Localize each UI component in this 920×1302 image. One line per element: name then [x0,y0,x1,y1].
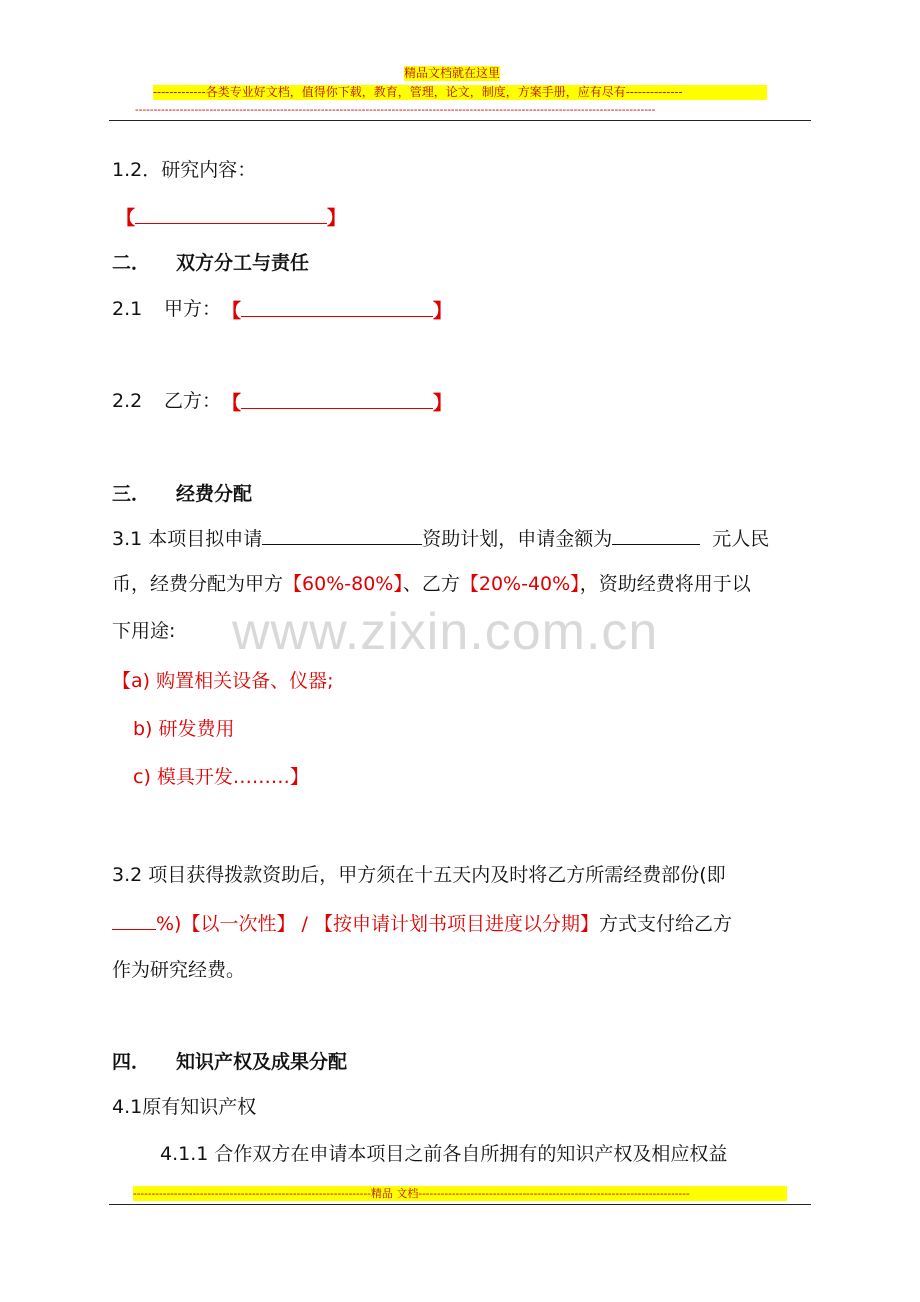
party-a-label: 甲方： [164,298,222,320]
bracket-open: 【 [222,300,242,322]
section-3-title: 经费分配 [176,483,253,505]
amount-blank[interactable] [612,524,700,545]
payment-option-lump-sum[interactable]: 【以一次性】 [181,913,296,935]
option-separator: / [295,913,314,935]
header-dashes: -------------------------------------------------------------------------------------------------------------------------------------------- [135,103,656,116]
section-4-number: 四． [112,1051,151,1073]
percent-blank[interactable] [112,909,156,930]
section-4-title: 知识产权及成果分配 [176,1051,348,1073]
section-1-2-label: 1.2．研究内容： [112,159,257,181]
section-3-2-line-2 [112,909,732,937]
section-3-2-line-1: 3.2 项目获得拨款资助后，甲方须在十五天内及时将乙方所需经费部份(即 [112,864,726,886]
bracket-close: 】 [433,392,453,414]
header-rule [109,120,811,121]
section-2-number: 二． [112,252,151,274]
party-a-field[interactable] [222,296,452,324]
usage-item-a: 【a) 购置相关设备、仪器; [112,670,334,692]
section-4-1-heading: 4.1原有知识产权 [112,1096,257,1118]
text-segment: 3.1 本项目拟申请 [112,528,263,550]
watermark: www.zixin.com.cn [232,603,659,661]
section-2-2-number: 2.2 [112,390,143,412]
percent-sign: %) [156,913,182,935]
usage-item-c: c) 模具开发………】 [133,766,309,788]
section-4-1-1-text: 4.1.1 合作双方在申请本项目之前各自所拥有的知识产权及相应权益 [160,1143,728,1165]
blank-line [241,296,433,317]
bracket-open: 【 [116,207,136,229]
footer-rule [109,1204,811,1205]
text-segment: 方式支付给乙方 [598,913,732,935]
party-b-share: 【20%-40%】 [459,573,580,595]
text-segment: ，资助经费将用于以 [579,573,751,595]
section-3-1-line-1 [112,524,816,552]
text-segment: 元人民 [712,528,770,550]
bracket-open: 【 [222,392,242,414]
header-title: 精品文档就在这里 [404,66,501,80]
section-3-2-line-3: 作为研究经费。 [112,959,246,981]
program-name-blank[interactable] [262,524,422,545]
text-segment: 币，经费分配为甲方 [112,573,284,595]
party-b-field[interactable] [222,388,452,416]
payment-option-installments[interactable]: 【按申请计划书项目进度以分期】 [313,913,599,935]
bracket-close: 】 [433,300,453,322]
header-subtitle: -------------各类专业好文档，值得你下载，教育，管理，论文，制度，方案手册，应有尽有-------------- [153,85,767,100]
party-b-label: 乙方： [164,390,222,412]
section-3-1-line-2 [112,571,751,597]
blank-line [135,203,327,224]
usage-item-b: b) 研发费用 [133,718,235,740]
text-segment: 资助计划，申请金额为 [422,528,613,550]
text-segment: 、乙方 [402,573,460,595]
section-2-1-number: 2.1 [112,298,143,320]
blank-line [241,388,433,409]
section-3-1-line-3: 下用途: [112,620,176,642]
bracket-close: 】 [327,207,347,229]
section-2-title: 双方分工与责任 [176,252,310,274]
section-3-number: 三． [112,483,151,505]
party-a-share: 【60%-80%】 [283,573,403,595]
section-1-2-field[interactable] [116,203,346,231]
footer-text: ----------------------------------------------------------------精品 文档------------------------------------------------------------------------- [133,1186,787,1201]
